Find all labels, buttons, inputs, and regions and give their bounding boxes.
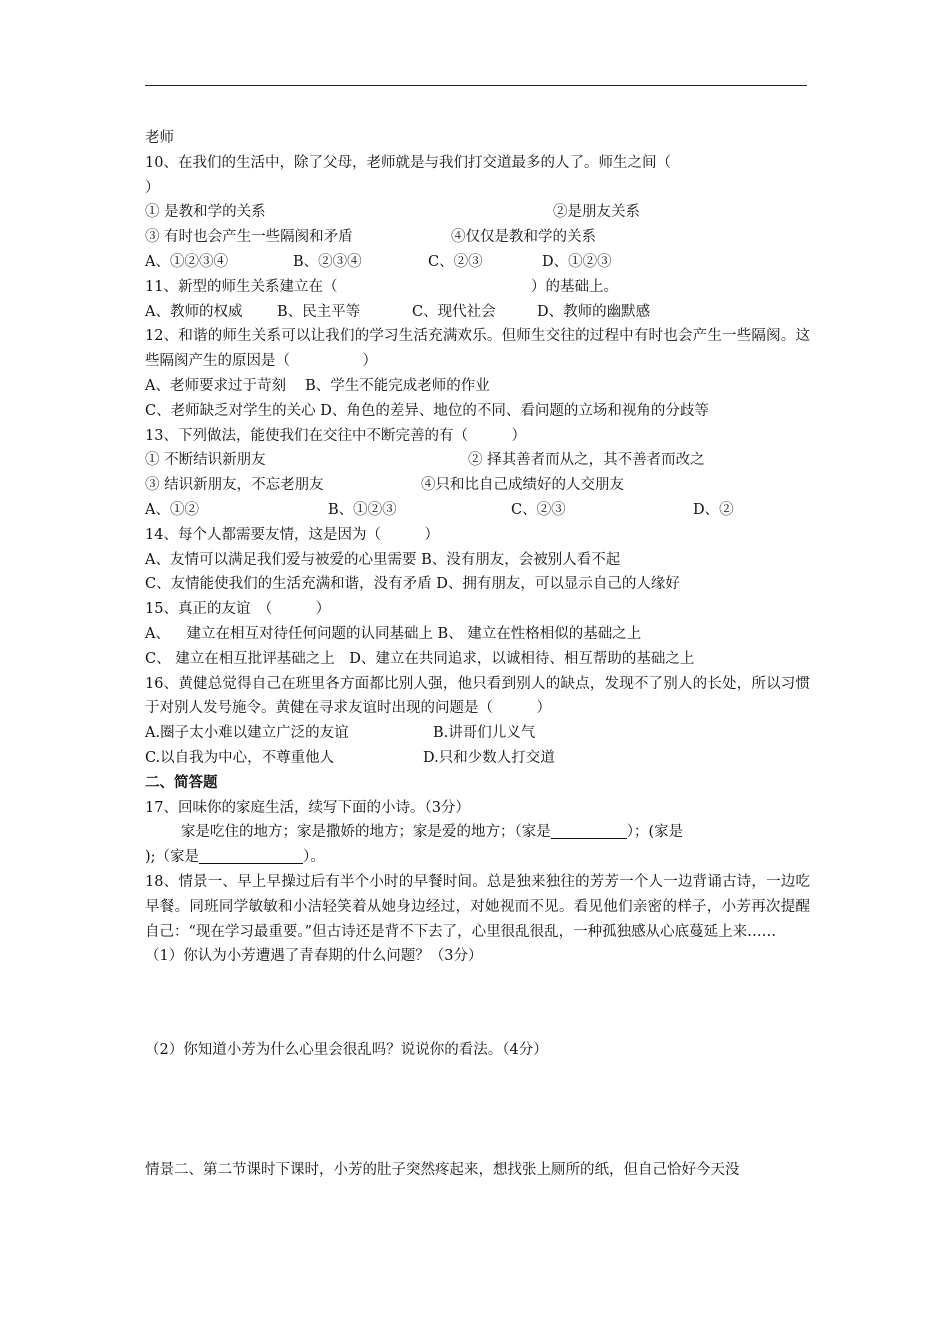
q12-options-line1: A、老师要求过于苛刻 B、学生不能完成老师的作业: [145, 377, 490, 394]
q17-poem-b: ）；(家是: [626, 824, 684, 841]
q18-answer-space-1[interactable]: [145, 969, 810, 1038]
q16-options-row1: [145, 721, 810, 746]
q13-items-row2: [145, 473, 810, 498]
q12-options-line2: C、老师缺乏对学生的关心 D、角色的差异、地位的不同、看问题的立场和视角的分歧等: [145, 402, 709, 419]
q13-stem: 13、下列做法，能使我们在交往中不断完善的有（ ）: [145, 427, 526, 444]
q17-poem-line1: [145, 820, 810, 845]
q11-choices: [145, 300, 810, 325]
q13-choice-a: A、①②: [145, 501, 199, 518]
q15-options-line1: A、 建立在相互对待任何问题的认同基础上 B、 建立在性格相似的基础之上: [145, 625, 642, 642]
q18-scene2: 情景二、第二节课时下课时，小芳的肚子突然疼起来，想找张上厕所的纸，但自己恰好今天没: [145, 1161, 740, 1178]
q10-item1: ① 是教和学的关系: [145, 204, 266, 221]
q10-choice-a: A、①②③④: [145, 253, 228, 270]
q16-option-b: B.讲哥们儿义气: [433, 725, 536, 742]
section2-title: 二、简答题: [145, 773, 218, 791]
q17-poem-c: );（家是: [145, 849, 200, 866]
q15-stem: 15、真正的友谊 （ ）: [145, 601, 331, 618]
exam-page: [145, 126, 810, 1183]
q10-items-row2: [145, 225, 810, 250]
q17-poem-a: 家是吃住的地方；家是撒娇的地方；家是爱的地方；（家是: [181, 824, 551, 841]
q10-choices: [145, 250, 810, 275]
q13-items-row1: [145, 448, 810, 473]
q10-choice-d: D、①②③: [542, 253, 612, 270]
q10-stem-end: ）: [145, 179, 160, 196]
q13-choice-d: D、②: [693, 501, 734, 518]
q13-item1: ① 不断结识新朋友: [145, 452, 266, 469]
q17-blank-1[interactable]: [551, 822, 627, 839]
header-word: 老师: [145, 130, 174, 146]
q11-choice-c: C、现代社会: [412, 303, 496, 320]
q18-answer-space-2[interactable]: [145, 1063, 810, 1158]
q13-item2: ② 择其善者而从之，其不善者而改之: [468, 452, 705, 469]
q16-stem: 16、黄健总觉得自己在班里各方面都比别人强，他只看到别人的缺点，发现不了别人的长处，所以习惯于对别人发号施令。黄健在寻求友谊时出现的问题是（ ）: [145, 675, 810, 717]
q17-poem-line2: [145, 845, 810, 870]
q13-choice-c: C、②③: [511, 501, 566, 518]
q11-stem-b: ）的基础上。: [531, 278, 618, 295]
q10-items-row1: [145, 200, 810, 225]
q10-item4: ④仅仅是教和学的关系: [451, 229, 596, 246]
q10-choice-b: B、②③④: [293, 253, 362, 270]
q18-sub1: （1）你认为小芳遭遇了青春期的什么问题？（3分）: [145, 948, 483, 965]
q11-stem: [145, 275, 810, 300]
q10-item3: ③ 有时也会产生一些隔阂和矛盾: [145, 229, 353, 246]
q13-item4: ④只和比自己成绩好的人交朋友: [421, 477, 624, 494]
q14-stem: 14、每个人都需要友情，这是因为（ ）: [145, 526, 439, 543]
q18-sub2: （2）你知道小芳为什么心里会很乱吗？说说你的看法。（4分）: [145, 1042, 548, 1059]
q13-choices: [145, 498, 810, 523]
q18-scene1: 18、情景一、早上早操过后有半个小时的早餐时间。总是独来独往的芳芳一个人一边背诵古诗，一边吃早餐。同班同学敏敏和小洁轻笑着从她身边经过，对她视而不见。看见他们亲密的样子，小芳再次提醒自己：“现在学习最重要。”但古诗还是背不下去了，心里很乱很乱，一种孤独感从心底蔓延上来……: [145, 873, 810, 940]
q10-stem: 10、在我们的生活中，除了父母，老师就是与我们打交道最多的人了。师生之间（: [145, 154, 671, 171]
header-rule: [145, 85, 807, 86]
q12-stem: 12、和谐的师生关系可以让我们的学习生活充满欢乐。但师生交往的过程中有时也会产生一些隔阂。这些隔阂产生的原因是（ ）: [145, 328, 810, 370]
q16-option-d: D.只和少数人打交道: [423, 749, 555, 766]
q16-options-row2: [145, 746, 810, 771]
q14-options-line1: A、友情可以满足我们爱与被爱的心里需要 B、没有朋友，会被别人看不起: [145, 551, 621, 568]
q16-option-c: C.以自我为中心，不尊重他人: [145, 749, 335, 766]
q11-stem-a: 11、新型的师生关系建立在（: [145, 278, 338, 295]
q16-option-a: A.圈子太小难以建立广泛的友谊: [145, 725, 349, 742]
q10-item2: ②是朋友关系: [553, 204, 640, 221]
q17-stem: 17、回味你的家庭生活，续写下面的小诗。（3分）: [145, 799, 470, 816]
q14-options-line2: C、友情能使我们的生活充满和谐，没有矛盾 D、拥有朋友，可以显示自己的人缘好: [145, 576, 680, 593]
q17-blank-2[interactable]: [199, 847, 303, 864]
q11-choice-d: D、教师的幽默感: [537, 303, 651, 320]
q15-options-line2: C、 建立在相互批评基础之上 D、建立在共同追求，以诚相待、相互帮助的基础之上: [145, 650, 695, 667]
q13-item3: ③ 结识新朋友，不忘老朋友: [145, 477, 324, 494]
q10-choice-c: C、②③: [428, 253, 483, 270]
q17-poem-d: ）。: [303, 849, 325, 866]
q13-choice-b: B、①②③: [328, 501, 397, 518]
q11-choice-a: A、教师的权威: [145, 303, 243, 320]
q11-choice-b: B、民主平等: [277, 303, 361, 320]
